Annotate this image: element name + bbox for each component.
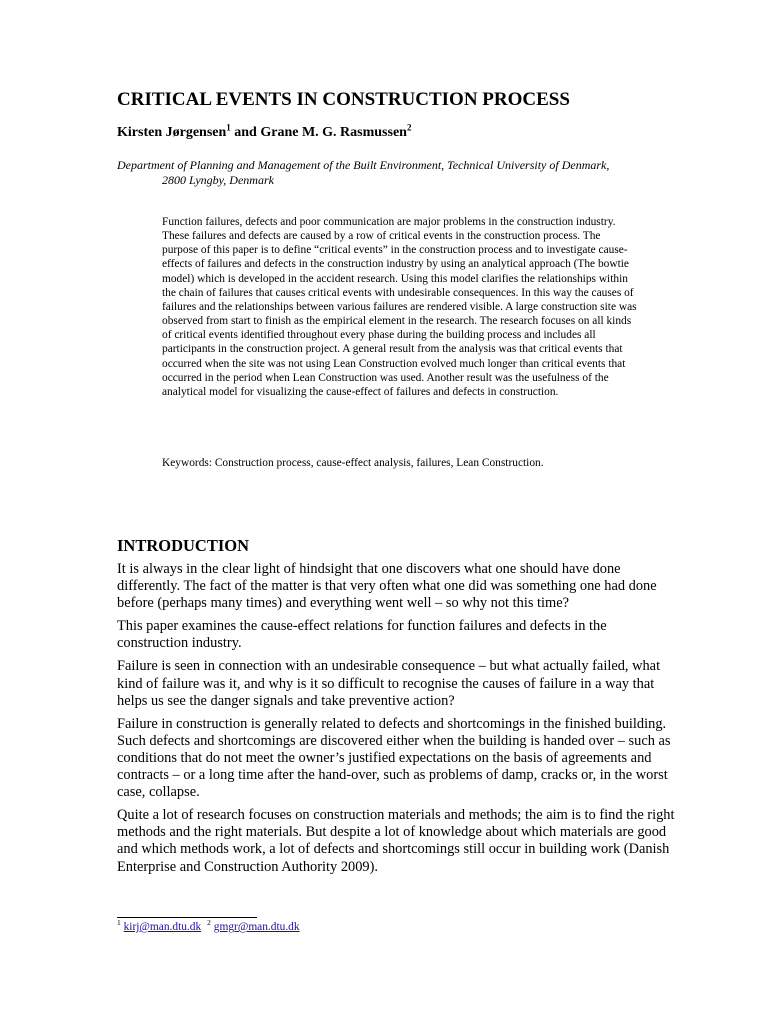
abstract: Function failures, defects and poor communication are major problems in the construction industry. These failures and defects are caused by a row of critical events in the construction process. The purpose of this paper is to define “critical events” in the construction process and to investigate cause-effects of failures and defects in the construction industry by using an analytical approach (The bowtie model) which is developed in the accident research. Using this model clarifies the relationships within the chain of failures that causes critical events with undesirable consequences. In this way the causes of failures and the relationships between various failures are rendered visible. A large construction site was observed from start to finish as the empirical element in the research. The research focuses on all kinds of critical events identified throughout every phase during the building process and includes all participants in the construction project. A general result from the analysis was that critical events that occurred when the site was not using Lean Construction evolved much longer than critical events that occurred in the period when Lean Construction was used. Another result was the usefulness of the analytical model for visualizing the cause-effect of failures and defects in construction. [162, 216, 637, 398]
author-footnote-mark: 2 [406, 122, 412, 133]
paragraph: Failure is seen in connection with an undesirable consequence – but what actually failed, what kind of failure was it, and why is it so difficult to recognise the causes of failure in a way that helps us see the danger signals and take preventive action? [117, 658, 661, 709]
author-footnote-mark: 1 [226, 122, 231, 133]
paragraph: It is always in the clear light of hindsight that one discovers what one should have done differently. The fact of the matter is that very often what one did was something one had done before (perhaps many times) and everything went well – so why not this time? [117, 561, 657, 612]
paragraph: Failure in construction is generally related to defects and shortcomings in the finished building. Such defects and shortcomings are discovered either when the building is handed over – such as conditions that do not meet the owner’s justified expectations on the basis of agreements and contracts – or a long time after the hand-over, such as problems of damp, cracks or, in the worst case, collapse. [117, 715, 671, 801]
author-name: Kirsten Jørgensen [117, 125, 227, 140]
paragraph: This paper examines the cause-effect relations for function failures and defects in the construction industry. [117, 618, 607, 652]
affiliation [117, 158, 662, 187]
footnote-mark: 2 [207, 918, 211, 928]
email-link[interactable]: gmgr@man.dtu.dk [213, 921, 300, 933]
author-joiner: and [230, 125, 261, 140]
keywords: Keywords: Construction process, cause-effect analysis, failures, Lean Construction. [162, 457, 544, 469]
paragraph: Quite a lot of research focuses on construction materials and methods; the aim is to find the right methods and the right materials. But despite a lot of knowledge about which materials are good and which methods work, a lot of defects and shortcomings still occur in building work (Danish Enterprise and Construction Authority 2009). [117, 807, 675, 875]
email-link[interactable]: kirj@man.dtu.dk [123, 921, 202, 933]
affiliation-line: Department of Planning and Management of the Built Environment, Technical University of Denmark, [117, 158, 610, 172]
author-name: Grane M. G. Rasmussen [260, 125, 407, 140]
affiliation-line: 2800 Lyngby, Denmark [162, 172, 274, 187]
section-heading: INTRODUCTION [117, 536, 250, 555]
footnote-separator [117, 917, 257, 918]
introduction-body [117, 561, 677, 882]
footnotes [117, 920, 300, 934]
paper-title: CRITICAL EVENTS IN CONSTRUCTION PROCESS [117, 89, 570, 110]
author-line [117, 124, 411, 142]
footnote-mark: 1 [117, 918, 121, 928]
